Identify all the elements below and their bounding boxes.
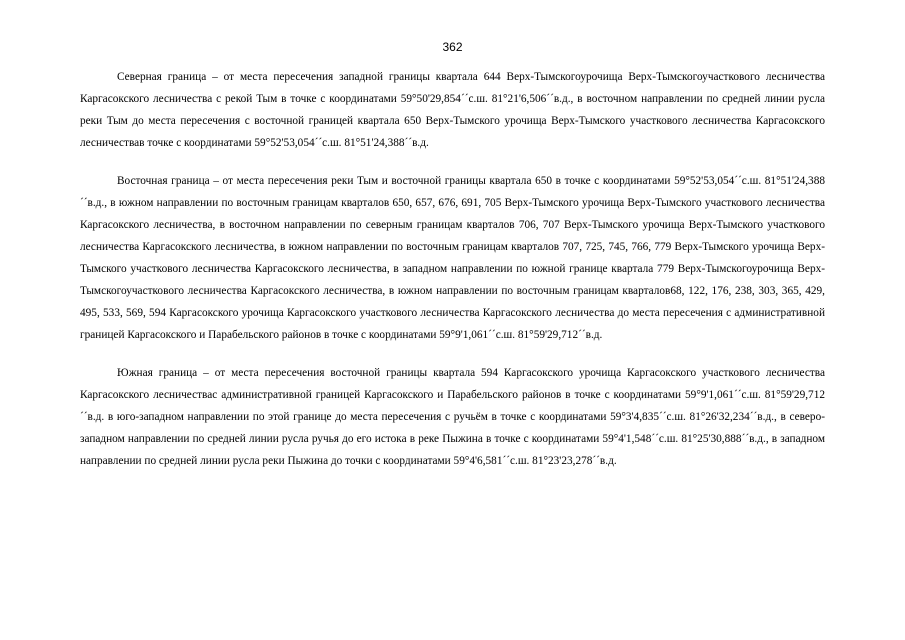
- paragraph-southern-boundary: Южная граница – от места пересечения восточной границы квартала 594 Каргасокского урочища Каргасокского участкового лесничества Каргасокского лесничествас административной границей Каргасокского и Парабельского районов в точке с координатами 59°9'1,061´´с.ш. 81°59'29,712´´в.д. в юго-западном направлении по этой границе до места пересечения с ручьём в точке с координатами 59°3'4,835´´с.ш. 81°26'32,234´´в.д., в северо-западном направлении по средней линии русла ручья до его истока в реке Пыжина в точке с координатами 59°4'1,548´´с.ш. 81°25'30,888´´в.д., в западном направлении по средней линии русла реки Пыжина до точки с координатами 59°4'6,581´´с.ш. 81°23'23,278´´в.д.: [80, 367, 825, 467]
- paragraph-northern-boundary: Северная граница – от места пересечения западной границы квартала 644 Верх-Тымскогоурочища Верх-Тымскогоучасткового лесничества Каргасокского лесничества с рекой Тым в точке с координатами 59°50'29,854´´с.ш. 81°21'6,506´´в.д., в восточном направлении по средней линии русла реки Тым до места пересечения с восточной границей квартала 650 Верх-Тымского урочища Верх-Тымского участкового лесничества Каргасокского лесничествав точке с координатами 59°52'53,054´´с.ш. 81°51'24,388´´в.д.: [80, 71, 825, 149]
- page-number: 362: [442, 40, 463, 54]
- paragraph-eastern-boundary: Восточная граница – от места пересечения реки Тым и восточной границы квартала 650 в точке с координатами 59°52'53,054´´с.ш. 81°51'24,388´´в.д., в южном направлении по восточным границам кварталов 650, 657, 676, 691, 705 Верх-Тымского урочища Верх-Тымского участкового лесничества Каргасокского лесничества, в восточном направлении по северным границам кварталов 706, 707 Верх-Тымского урочища Верх-Тымского участкового лесничества Каргасокского лесничества, в южном направлении по восточным границам кварталов 707, 725, 745, 766, 779 Верх-Тымского урочища Верх-Тымского участкового лесничества Каргасокского лесничества, в западном направлении по южной границе квартала 779 Верх-Тымскогоурочища Верх-Тымскогоучасткового лесничества Каргасокского лесничества, в южном направлении по восточным границам кварталов68, 122, 176, 238, 303, 365, 429, 495, 533, 569, 594 Каргасокского урочища Каргасокского участкового лесничества Каргасокского лесничества до места пересечения с административной границей Каргасокского и Парабельского районов в точке с координатами 59°9'1,061´´с.ш. 81°59'29,712´´в.д.: [80, 175, 825, 341]
- document-body: [80, 66, 825, 472]
